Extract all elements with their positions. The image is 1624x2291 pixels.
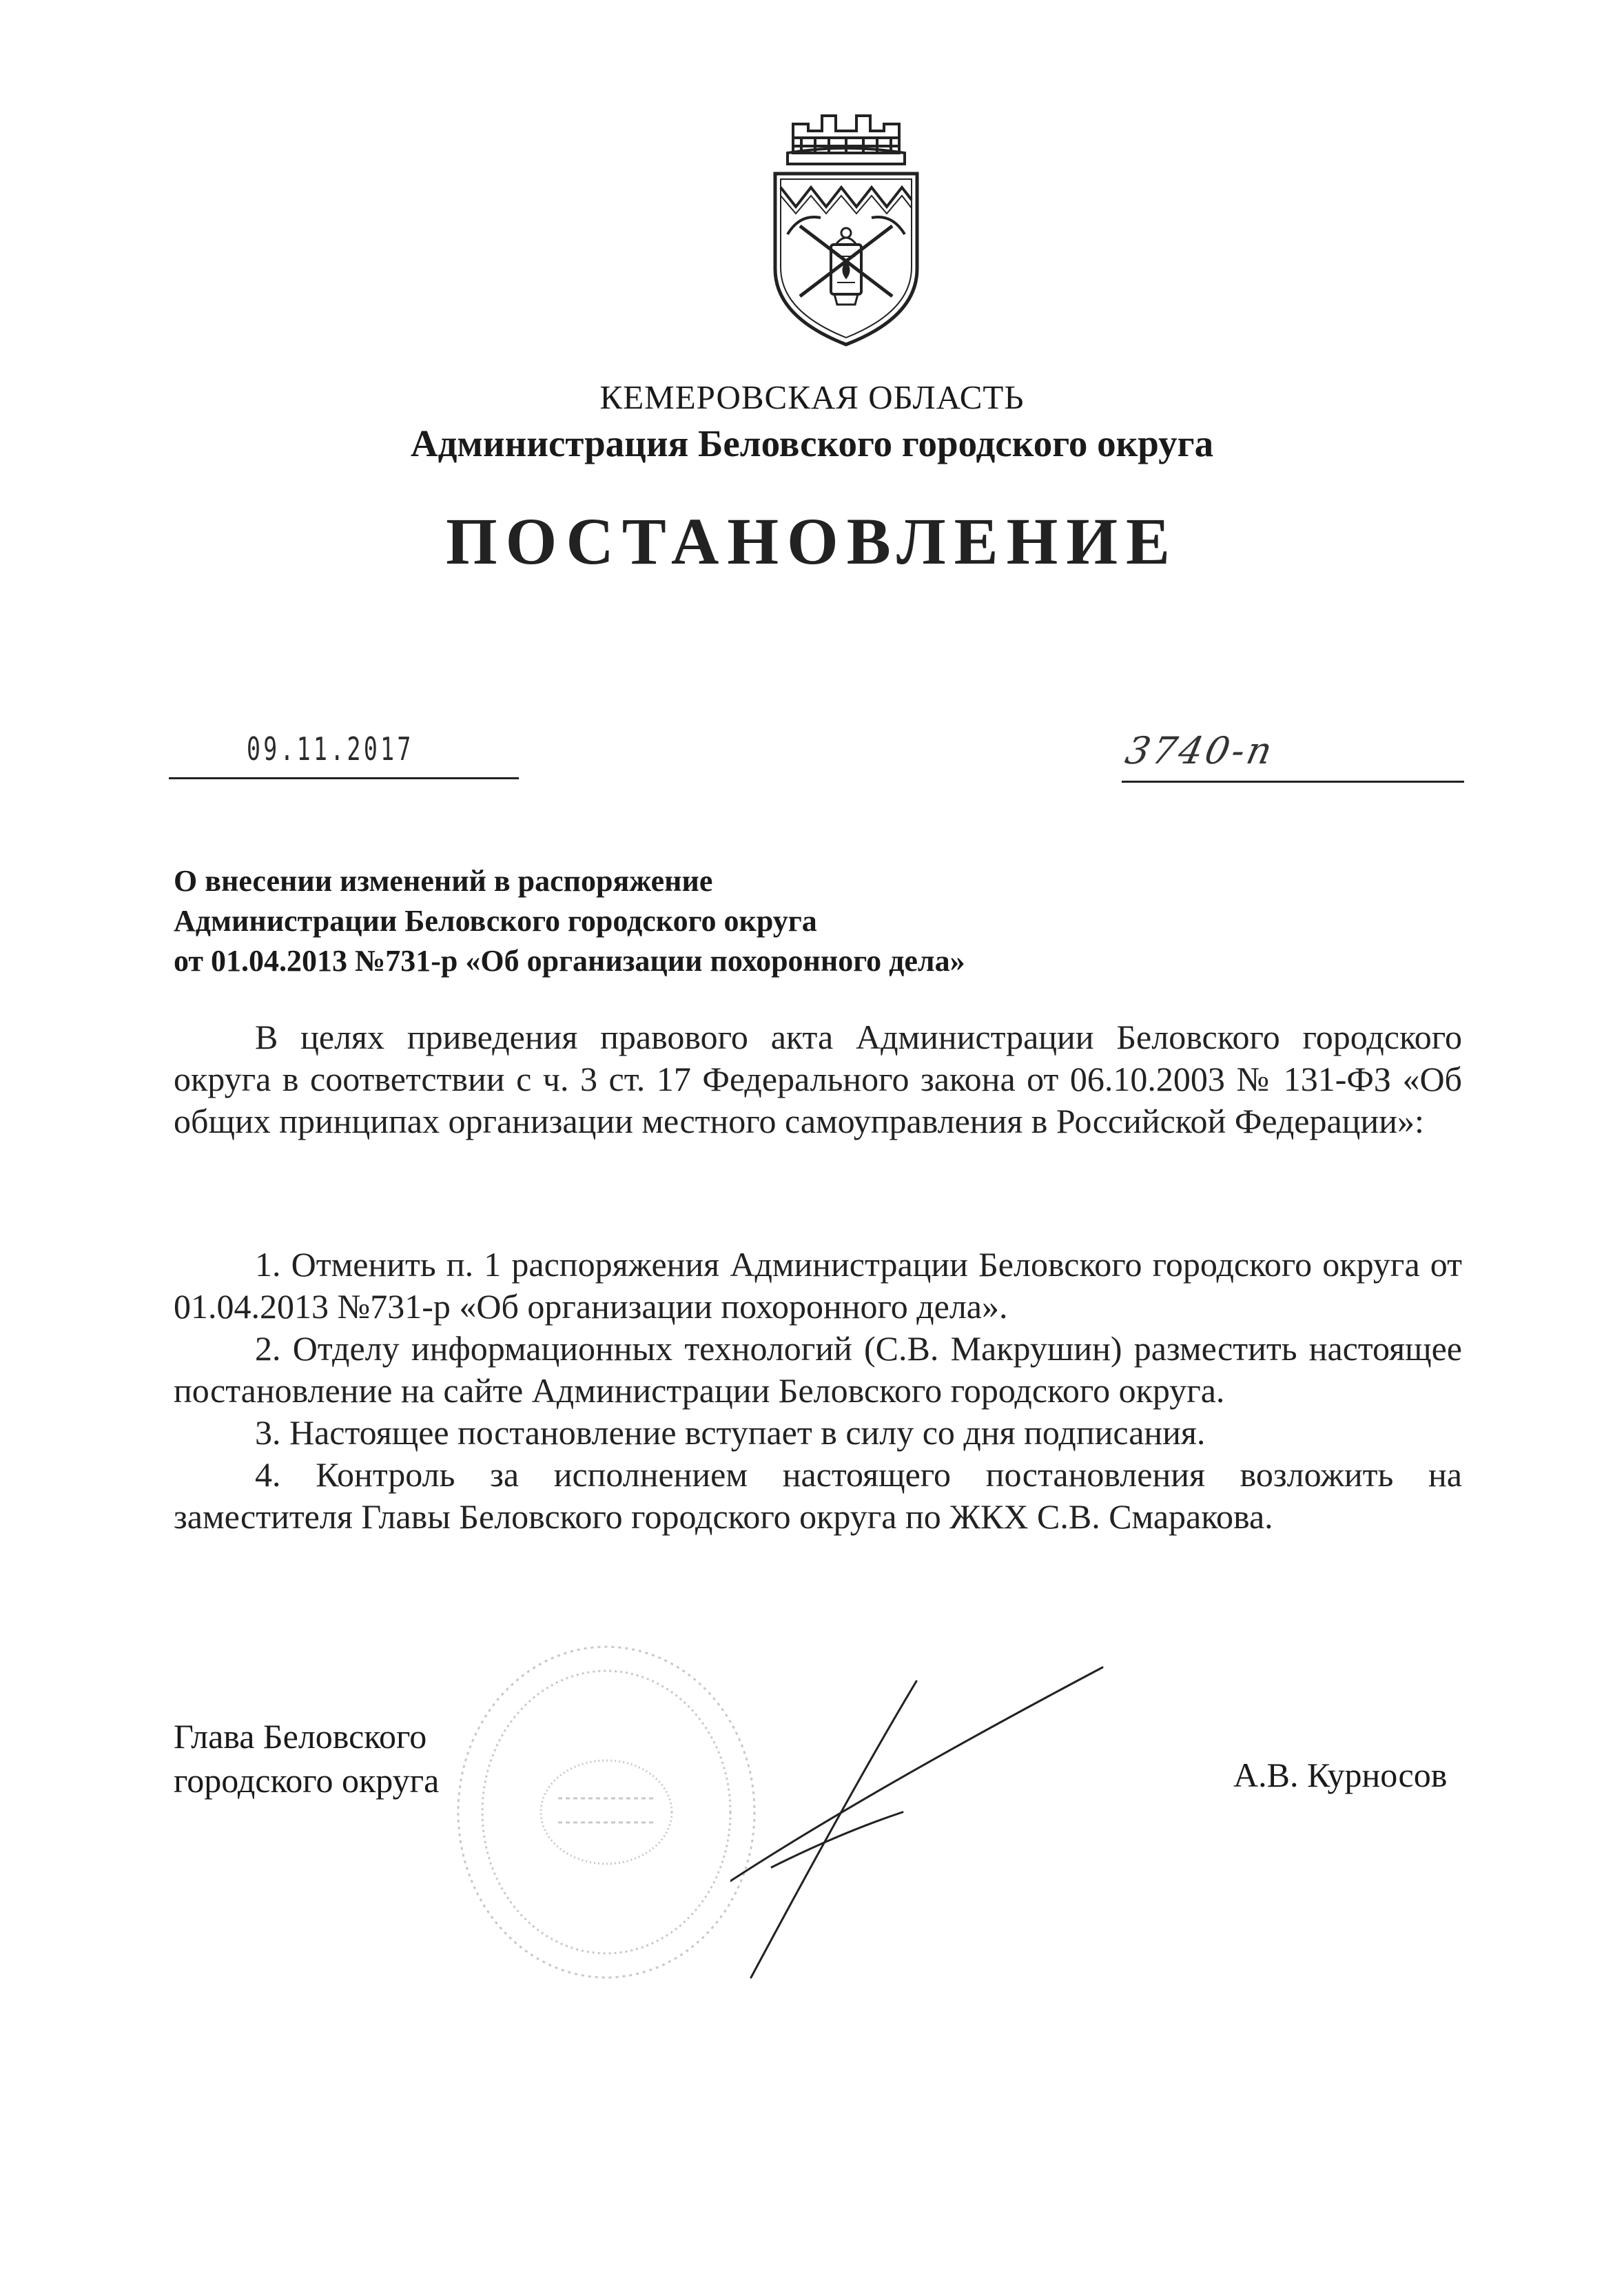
resolution-item: 1. Отменить п. 1 распоряжения Администрации Беловского городского округа от 01.04.2013 №731-р «Об организации похоронного дела».: [174, 1245, 1462, 1326]
document-date: 09.11.2017: [247, 730, 414, 768]
handwritten-signature-icon: [730, 1654, 1116, 1984]
resolution-item: 4. Контроль за исполнением настоящего постановления возложить на заместителя Главы Беловского городского округа по ЖКХ С.В. Смаракова.: [174, 1455, 1462, 1536]
number-field: [1122, 729, 1464, 783]
region-name: КЕМЕРОВСКАЯ ОБЛАСТЬ: [599, 378, 1025, 416]
signatory-name: А.В. Курносов: [1233, 1756, 1448, 1794]
resolution-item: 3. Настоящее постановление вступает в силу со дня подписания.: [255, 1413, 1206, 1452]
position-line: Глава Беловского: [174, 1717, 427, 1756]
document-subject: [174, 861, 1276, 981]
document-type-title: ПОСТАНОВЛЕНИЕ: [445, 504, 1179, 578]
preamble-text: В целях приведения правового акта Администрации Беловского городского округа в соответствии с ч. 3 ст. 17 Федерального закона от 06.10.2003 № 131-ФЗ «Об общих принципах организации местного самоуправления в Российской Федерации»:: [174, 1018, 1462, 1140]
resolution-item: 2. Отделу информационных технологий (С.В. Макрушин) разместить настоящее постановление на сайте Администрации Беловского городского округа.: [174, 1329, 1462, 1410]
official-seal-icon: [441, 1630, 765, 1988]
position-line: городского округа: [174, 1761, 440, 1800]
subject-line: от 01.04.2013 №731-р «Об организации похоронного дела»: [174, 944, 965, 978]
subject-line: Администрации Беловского городского округа: [174, 904, 817, 938]
resolution-items: [174, 1244, 1462, 1538]
preamble: [174, 1016, 1462, 1142]
document-number: 3740-п: [1122, 729, 1279, 772]
administration-name: Администрация Беловского городского округа: [410, 422, 1214, 464]
signatory-position: [174, 1714, 439, 1802]
city-coat-of-arms-icon: [760, 110, 932, 348]
subject-line: О внесении изменений в распоряжение: [174, 864, 713, 898]
date-field: [169, 729, 519, 779]
